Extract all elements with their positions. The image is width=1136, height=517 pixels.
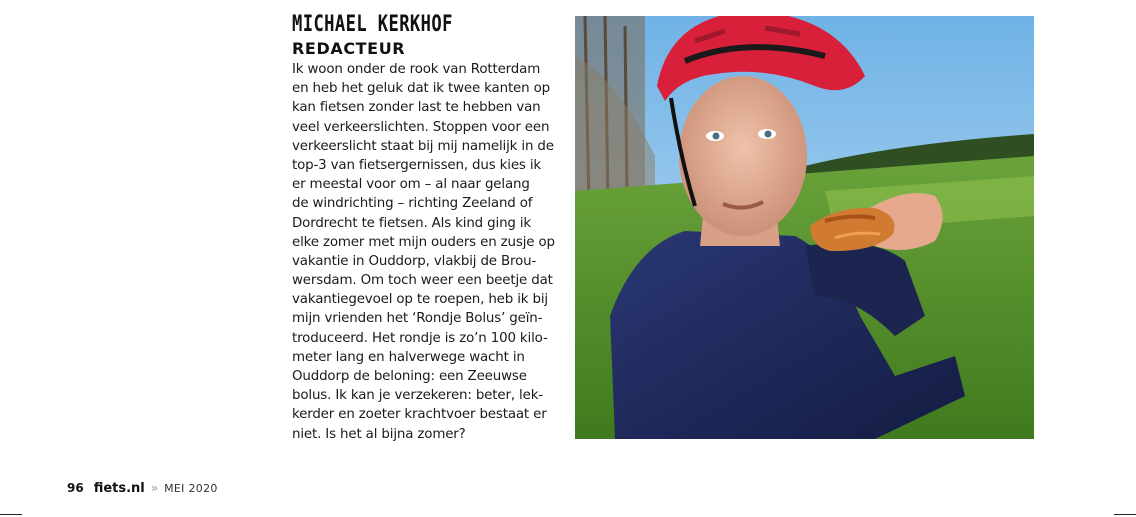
- article-body: [292, 60, 554, 444]
- cyclist-portrait-photo: [575, 16, 1034, 439]
- page-number: 96: [67, 481, 84, 495]
- body-line: en heb het geluk dat ik twee kanten op: [292, 81, 550, 97]
- body-line: kan fietsen zonder last te hebben van: [292, 100, 541, 116]
- body-line: verkeerslicht staat bij mij namelijk in de: [292, 138, 554, 154]
- body-line: niet. Is het al bijna zomer?: [292, 426, 466, 442]
- crop-mark-right: [1114, 514, 1136, 515]
- body-line: wersdam. Om toch weer een beetje dat: [292, 273, 553, 289]
- footer-separator: »: [150, 481, 159, 495]
- body-line: veel verkeerslichten. Stoppen voor een: [292, 119, 550, 135]
- body-line: mijn vrienden het ‘Rondje Bolus’ geïn-: [292, 311, 543, 327]
- face: [679, 76, 807, 236]
- body-line: elke zomer met mijn ouders en zusje op: [292, 234, 555, 250]
- body-line: vakantiegevoel op te roepen, heb ik bij: [292, 292, 548, 308]
- body-line: Dordrecht te fietsen. Als kind ging ik: [292, 215, 532, 231]
- body-line: kerder en zoeter krachtvoer bestaat er: [292, 407, 547, 423]
- body-line: bolus. Ik kan je verzekeren: beter, lek-: [292, 388, 543, 404]
- author-name: MICHAEL KERKHOF: [292, 12, 453, 37]
- body-line: vakantie in Ouddorp, vlakbij de Brou-: [292, 253, 537, 269]
- body-line: er meestal voor om – al naar gelang: [292, 177, 530, 193]
- body-line: Ik woon onder de rook van Rotterdam: [292, 62, 541, 77]
- author-role: REDACTEUR: [292, 39, 406, 58]
- body-line: Ouddorp de beloning: een Zeeuwse: [292, 369, 527, 384]
- body-line: top-3 van fietsergernissen, dus kies ik: [292, 157, 542, 173]
- crop-mark-left: [0, 514, 22, 515]
- issue-date: MEI 2020: [164, 481, 218, 495]
- body-line: de windrichting – richting Zeeland of: [292, 196, 533, 212]
- site-name: fiets.nl: [93, 480, 145, 496]
- body-line: meter lang en halverwege wacht in: [292, 349, 525, 365]
- page-footer: [67, 480, 218, 496]
- body-line: troduceerd. Het rondje is zo’n 100 kilo-: [292, 330, 548, 346]
